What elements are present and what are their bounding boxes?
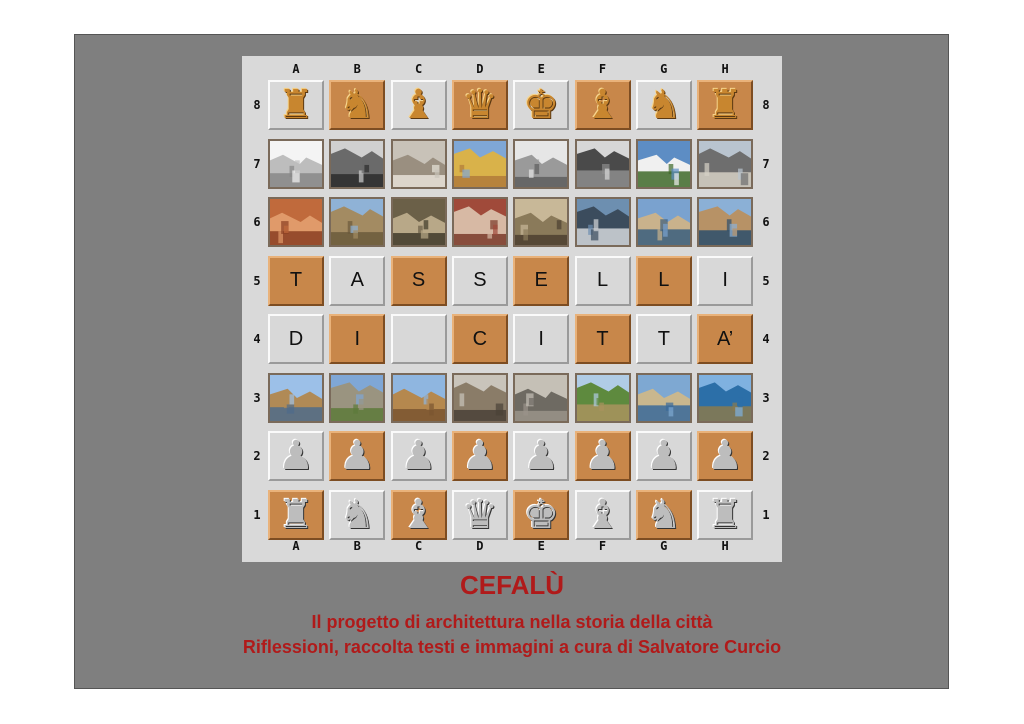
square-b4 xyxy=(329,314,385,364)
file-label-top: E xyxy=(537,62,545,76)
square-b7 xyxy=(329,139,385,189)
green-hills-photo xyxy=(577,375,629,421)
square-c4 xyxy=(391,314,447,364)
pawn-icon: ♟ xyxy=(523,433,560,479)
rank-label-left: 3 xyxy=(253,390,261,405)
square-d1 xyxy=(452,490,508,540)
pawn-icon: ♟ xyxy=(707,433,744,479)
tile-letter: D xyxy=(288,327,304,350)
rank-label-left: 1 xyxy=(253,507,261,522)
tile-letter: T xyxy=(289,269,303,291)
pawn-icon: ♟ xyxy=(461,433,498,479)
tile-letter: A’ xyxy=(716,327,734,350)
file-label-top: G xyxy=(660,62,668,76)
rank-label-left: 4 xyxy=(253,332,261,346)
square-h5 xyxy=(697,256,753,306)
square-c1 xyxy=(391,490,447,540)
file-label-top: F xyxy=(598,62,607,76)
rooftops-photo xyxy=(270,199,322,245)
rank-label-left: 7 xyxy=(253,156,261,171)
coast-ruins-photo xyxy=(638,375,690,421)
rook-icon: ♜ xyxy=(707,491,744,538)
square-a5 xyxy=(268,256,324,306)
king-icon: ♚ xyxy=(523,491,560,538)
square-c6 xyxy=(391,197,447,247)
rank-label-left: 5 xyxy=(253,273,261,288)
tile-letter: S xyxy=(411,269,426,291)
knight-icon: ♞ xyxy=(645,491,682,538)
square-a8 xyxy=(268,80,324,130)
square-g6 xyxy=(636,197,692,247)
tile-letter: E xyxy=(534,269,548,291)
square-b6 xyxy=(329,197,385,247)
square-b2 xyxy=(329,431,385,481)
square-a4 xyxy=(268,314,324,364)
cathedral-photo xyxy=(393,375,445,421)
square-e5 xyxy=(513,256,569,306)
rank-label-right: 5 xyxy=(762,273,770,288)
square-d5 xyxy=(452,256,508,306)
concrete-building-photo xyxy=(699,141,751,187)
square-e8 xyxy=(513,80,569,130)
square-h1 xyxy=(697,490,753,540)
file-label-bottom: A xyxy=(292,539,300,553)
square-e6 xyxy=(513,197,569,247)
excavation-photo xyxy=(515,199,567,245)
rook-icon: ♜ xyxy=(707,82,744,128)
square-f2 xyxy=(575,431,631,481)
author-credit: Riflessioni, raccolta testi e immagini a cura di Salvatore Curcio xyxy=(242,637,782,657)
cefalu-rock-photo xyxy=(270,375,322,421)
square-e7 xyxy=(513,139,569,189)
square-h2 xyxy=(697,431,753,481)
file-label-bottom: H xyxy=(721,539,729,553)
white-villa-photo xyxy=(638,141,690,187)
stairs-photo xyxy=(515,375,567,421)
file-label-top: H xyxy=(721,62,729,76)
rank-label-left: 8 xyxy=(253,98,261,112)
file-label-bottom: G xyxy=(660,539,668,553)
square-c5 xyxy=(391,256,447,306)
square-d7 xyxy=(452,139,508,189)
architecture-sketch-photo xyxy=(270,141,322,187)
file-label-top: D xyxy=(476,62,484,76)
square-e3 xyxy=(513,373,569,423)
square-g1 xyxy=(636,490,692,540)
square-d3 xyxy=(452,373,508,423)
bishop-icon: ♝ xyxy=(400,82,437,128)
page-title: CEFALÙ xyxy=(460,570,564,600)
street-photo xyxy=(454,375,506,421)
square-f6 xyxy=(575,197,631,247)
pawn-icon: ♟ xyxy=(400,433,437,479)
square-b3 xyxy=(329,373,385,423)
file-label-top: B xyxy=(353,62,361,76)
square-f4 xyxy=(575,314,631,364)
square-g7 xyxy=(636,139,692,189)
tile-letter: I xyxy=(722,269,728,291)
square-h4 xyxy=(697,314,753,364)
tile-letter: L xyxy=(658,269,670,291)
square-f5 xyxy=(575,256,631,306)
rank-label-right: 4 xyxy=(762,332,770,346)
tile-letter: C xyxy=(472,327,488,350)
file-label-top: C xyxy=(414,62,423,76)
square-a2 xyxy=(268,431,324,481)
square-b5 xyxy=(329,256,385,306)
file-label-bottom: B xyxy=(353,539,361,553)
red-steps-photo xyxy=(454,199,506,245)
harbour-photo xyxy=(577,199,629,245)
square-g5 xyxy=(636,256,692,306)
square-c8 xyxy=(391,80,447,130)
pawn-icon: ♟ xyxy=(278,433,314,479)
square-f7 xyxy=(575,139,631,189)
rank-label-right: 1 xyxy=(762,507,770,522)
square-h6 xyxy=(697,197,753,247)
square-a6 xyxy=(268,197,324,247)
tile-letter: A xyxy=(350,269,364,291)
bishop-icon: ♝ xyxy=(584,491,621,538)
tile-letter: S xyxy=(473,269,487,291)
rank-label-right: 3 xyxy=(762,390,770,405)
square-f8 xyxy=(575,80,631,130)
square-a3 xyxy=(268,373,324,423)
waterfront-photo xyxy=(699,199,751,245)
square-c7 xyxy=(391,139,447,189)
rank-label-right: 7 xyxy=(762,156,770,171)
file-label-bottom: C xyxy=(414,539,423,553)
file-label-bottom: E xyxy=(537,539,545,553)
square-d4 xyxy=(452,314,508,364)
rank-label-right: 2 xyxy=(762,449,770,463)
stone-walls-photo xyxy=(331,199,383,245)
page-subtitle: Il progetto di architettura nella storia della città xyxy=(311,612,713,632)
square-c2 xyxy=(391,431,447,481)
rank-label-right: 6 xyxy=(762,215,770,229)
queen-icon: ♛ xyxy=(461,491,498,538)
rank-label-right: 8 xyxy=(762,98,770,112)
tile-letter: I xyxy=(354,327,361,350)
knight-icon: ♞ xyxy=(339,82,376,128)
square-g3 xyxy=(636,373,692,423)
rook-icon: ♜ xyxy=(278,82,314,128)
square-e2 xyxy=(513,431,569,481)
rook-icon: ♜ xyxy=(278,491,314,538)
square-b1 xyxy=(329,490,385,540)
square-f1 xyxy=(575,490,631,540)
bw-townscape-photo xyxy=(331,141,383,187)
interior-photo xyxy=(577,141,629,187)
white-stairway-photo xyxy=(515,141,567,187)
square-e1 xyxy=(513,490,569,540)
square-b8 xyxy=(329,80,385,130)
bishop-icon: ♝ xyxy=(584,82,621,128)
queen-icon: ♛ xyxy=(461,82,498,128)
square-a1 xyxy=(268,490,324,540)
modern-building-photo xyxy=(393,141,445,187)
tile-letter: L xyxy=(596,269,609,291)
square-d6 xyxy=(452,197,508,247)
bay-photo xyxy=(699,375,751,421)
square-h3 xyxy=(697,373,753,423)
chessboard xyxy=(242,56,782,562)
square-a7 xyxy=(268,139,324,189)
rank-label-left: 6 xyxy=(253,215,261,229)
cliffs-photo xyxy=(331,375,383,421)
square-h8 xyxy=(697,80,753,130)
knight-icon: ♞ xyxy=(645,82,682,128)
file-label-top: A xyxy=(292,62,300,76)
pawn-icon: ♟ xyxy=(584,433,621,479)
file-label-bottom: F xyxy=(598,539,607,553)
square-d2 xyxy=(452,431,508,481)
square-g2 xyxy=(636,431,692,481)
square-g8 xyxy=(636,80,692,130)
square-d8 xyxy=(452,80,508,130)
king-icon: ♚ xyxy=(523,82,560,128)
tile-letter: I xyxy=(538,327,544,350)
file-label-bottom: D xyxy=(476,539,484,553)
tile-letter: T xyxy=(657,327,670,350)
square-e4 xyxy=(513,314,569,364)
rank-label-left: 2 xyxy=(253,449,261,463)
square-h7 xyxy=(697,139,753,189)
bishop-icon: ♝ xyxy=(400,491,437,538)
seafront-houses-photo xyxy=(638,199,690,245)
tile-letter: T xyxy=(596,327,609,350)
pawn-icon: ♟ xyxy=(645,433,682,479)
square-f3 xyxy=(575,373,631,423)
ruins-photo xyxy=(393,199,445,245)
pawn-icon: ♟ xyxy=(339,433,376,479)
square-c3 xyxy=(391,373,447,423)
knight-icon: ♞ xyxy=(339,491,376,538)
square-g4 xyxy=(636,314,692,364)
yellow-building-photo xyxy=(454,141,506,187)
